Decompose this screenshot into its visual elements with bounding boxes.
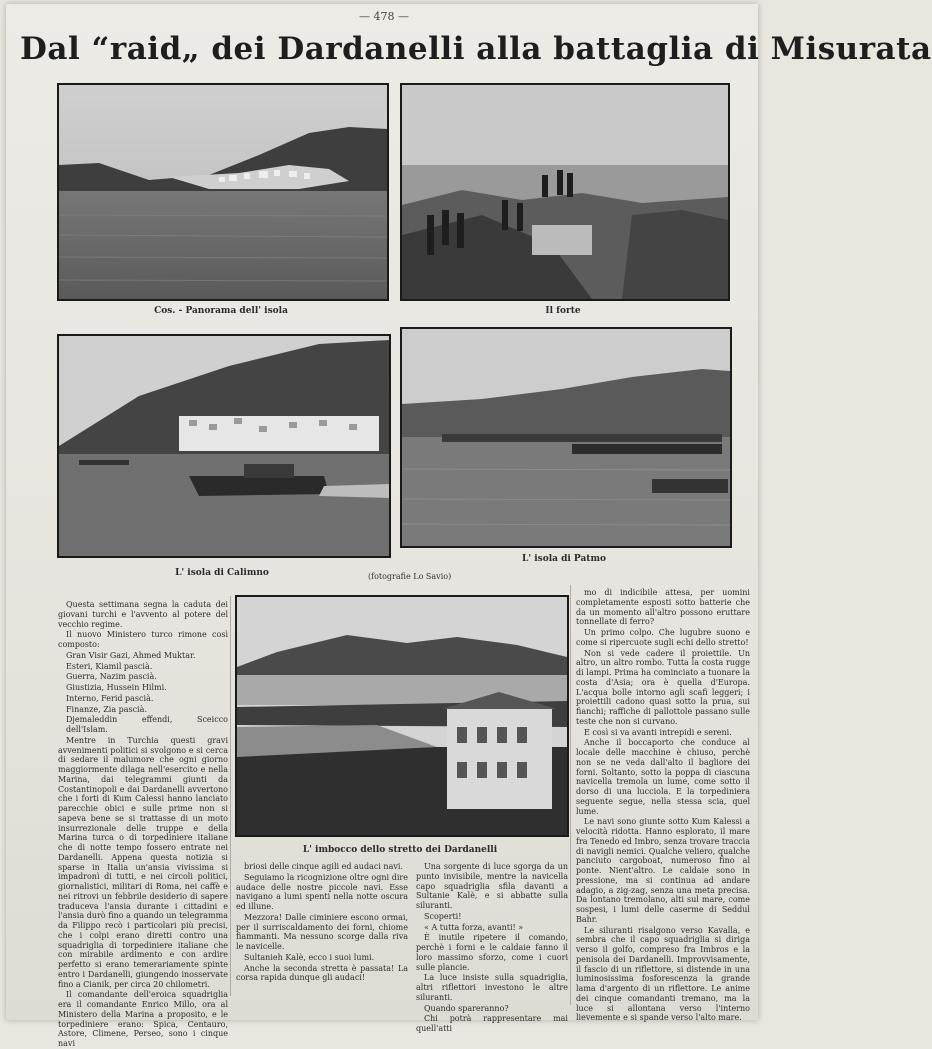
paragraph: Una sorgente di luce sgorga da un punto invisibile, mentre la navicella capo squadriglia sfila davanti a Sultanie Kalè, e si abbatte sulla siluranti. <box>416 862 568 910</box>
list-item: Interno, Ferid pascià. <box>66 693 154 703</box>
paragraph: Un primo colpo. Che lugubre suono e come si ripercuote sugli echi dello stretto! <box>576 628 750 647</box>
paragraph: Quando spareranno? <box>424 1003 509 1013</box>
text-column-1 <box>58 600 228 1048</box>
paragraph: Mentre in Turchia questi gravi avvenimenti politici si svolgono e si cerca di sedare il malumore che ogni giorno maggiormente dilaga nell'esercito e nella Marina, dai telegrammi giunti da Costantinopoli e dai Dardanelli avvertono che i forti di Kum Calessi hanno lanciato parecchie obici e sulle prime non si sapeva bene se si trattasse di un moto insurrezionale delle truppe e della Marina turca o di torpediniere italiane che di notte tempo fossero entrate nei Dardanelli. Appena questa notizia si sparse in Italia un'ansia vivissima si impadronì di tutti, e nei circoli politici, giornalistici, militari di Roma, nei caffè e nei ritrovi un febbrile desiderio di sapere traduceva l'ansia durante i cittadini e l'ansia durò fino a quando un telegramma da Filippo recò i particolari più precisi, che i colpi erano diretti contro una squadriglia di torpediniere italiane che con mirabile ardimento e con ardire perfetto si erano temerariamente spinte entro i Dardanelli, giungendo inosservate fino a Cianik, per circa 20 chilometri. <box>58 735 228 989</box>
photo-il-forte <box>400 83 730 301</box>
paragraph: mo di indicibile attesa, per uomini completamente esposti sotto batterie che da un momento all'altro possono eruttare tonnellate di ferro? <box>576 588 750 627</box>
caption-patmo: L' isola di Patmo <box>522 554 606 564</box>
paragraph: « A tutta forza, avanti! » <box>424 922 524 932</box>
caption-cos: Cos. - Panorama dell' isola <box>154 306 288 316</box>
paragraph: Chi potrà rappresentare mai quell'atti <box>416 1014 568 1033</box>
list-item: Finanze, Zia pascià. <box>66 704 147 714</box>
paragraph: Le siluranti risalgono verso Kavalla, e sembra che il capo squadriglia si diriga verso il golfo, compreso fra Imbros e la penisola dei Dardanelli. Improvvisamente, il fascio di un riflettore, si distende in una luminosissima fosforescenza la grande lama d'argento di un riflettore. Le anime dei cinque comandanti tremano, ma la luce si allontana verso l'interno lievemente e si spande verso l'alto mare. <box>576 925 750 1023</box>
paragraph: Il nuovo Ministero turco rimone così composto: <box>58 630 228 649</box>
column-divider <box>230 596 231 996</box>
paragraph: Seguiamo la ricognizione oltre ogni dire audace delle nostre piccole navi. Esse navigano a lumi spenti nella notte oscura ed illune. <box>236 872 408 911</box>
paragraph: E così si va avanti intrepidi e sereni. <box>584 727 732 737</box>
photo-imbocco-dardanelli <box>235 595 569 837</box>
photo-patmo <box>400 327 732 548</box>
paragraph: Il comandante dell'eroica squadriglia era il comandante Enrico Millo, ora al Ministero della Marina a proposito, e le torpediniere erano: Spica, Centauro, Astore, Climene, Perseo, sono i cinque navi <box>58 990 228 1048</box>
paragraph: Mezzora! Dalle ciminiere escono ormai, per il surriscaldamento dei forni, chiome fiammanti. Ma nessuno scorge dalla riva le navicelle. <box>236 912 408 951</box>
photo-cos-panorama <box>57 83 389 301</box>
paragraph: La luce insiste sulla squadriglia, altri riflettori investono le altre siluranti. <box>416 973 568 1002</box>
list-item: Djemaleddin effendi, Sceicco dell'Islam. <box>66 715 228 734</box>
page-number: — 478 — <box>359 10 409 23</box>
paragraph: Scoperti! <box>424 911 462 921</box>
list-item: Guerra, Nazim pascià. <box>66 672 157 682</box>
headline: Dal “raid„ dei Dardanelli alla battaglia di Misurata <box>20 31 932 67</box>
text-column-4 <box>576 588 750 1023</box>
column-divider <box>570 585 571 1005</box>
list-item: Giustizia, Hussein Hilmi. <box>66 683 167 692</box>
caption-calimno: L' isola di Calimno <box>175 568 269 578</box>
paragraph: È inutile ripetere il comando, perchè i forni e le caldaie fanno il loro massimo sforzo, come i cuori sulle plancie. <box>416 933 568 972</box>
caption-imbocco: L' imbocco dello stretto dei Dardanelli <box>302 845 498 855</box>
paragraph: Le navi sono giunte sotto Kum Kalessi a velocità ridotta. Hanno esplorato, il mare fra Tenedo ed Imbro, senza trovare traccia di navigli nemici. Qualche veliero, qualche panciuto cargoboat, numeroso fino al ponte. Nient'altro. Le caldaie sono in pressione, ma si continua ad andare adagio, a zig-zag, senza una meta precisa. Da lontano tremolano, alti sul mare, come sospesi, i lumi delle caserme di Seddul Bahr. <box>576 817 750 924</box>
paragraph: briosi delle cinque agili ed audaci navi. <box>244 862 403 871</box>
paragraph: Anche la seconda stretta è passata! La corsa rapida dunque gli audaci! <box>236 963 408 983</box>
caption-forte: Il forte <box>545 306 581 316</box>
photo-credit: (fotografie Lo Savio) <box>368 572 452 581</box>
paragraph: Non si vede cadere il proiettile. Un altro, un altro rombo. Tutta la costa rugge di lampi. Prima ha cominciato a tuonare la costa d'Asia; ora è quella d'Europa. L'acqua bolle intorno agli scafi leggeri; i proiettili cadono quasi sotto la prua, sui fianchi; raffiche di pallottole passano sulle teste che non si curvano. <box>576 648 750 726</box>
paragraph: Anche il boccaporto che conduce al locale delle macchine è chiuso, perchè non se ne veda dall'alto il bagliore dei forni. Soltanto, sotto la poppa di ciascuna navicella tremola un lume, come sotto il dorso di una lucciola. E la torpediniera seguente segue, nella stessa scia, quel lume. <box>576 738 750 816</box>
photo-calimno <box>57 334 391 558</box>
paragraph: Sultanieh Kalè, ecco i suoi lumi. <box>244 952 375 962</box>
list-item: Esteri, Kiamil pascià. <box>66 661 153 671</box>
list-item: Gran Visir Gazi, Ahmed Muktar. <box>66 650 196 660</box>
text-column-3 <box>416 862 568 1033</box>
paragraph: Questa settimana segna la caduta dei giovani turchi e l'avvento al potere del vecchio regime. <box>58 600 228 629</box>
text-column-2 <box>236 862 408 1005</box>
